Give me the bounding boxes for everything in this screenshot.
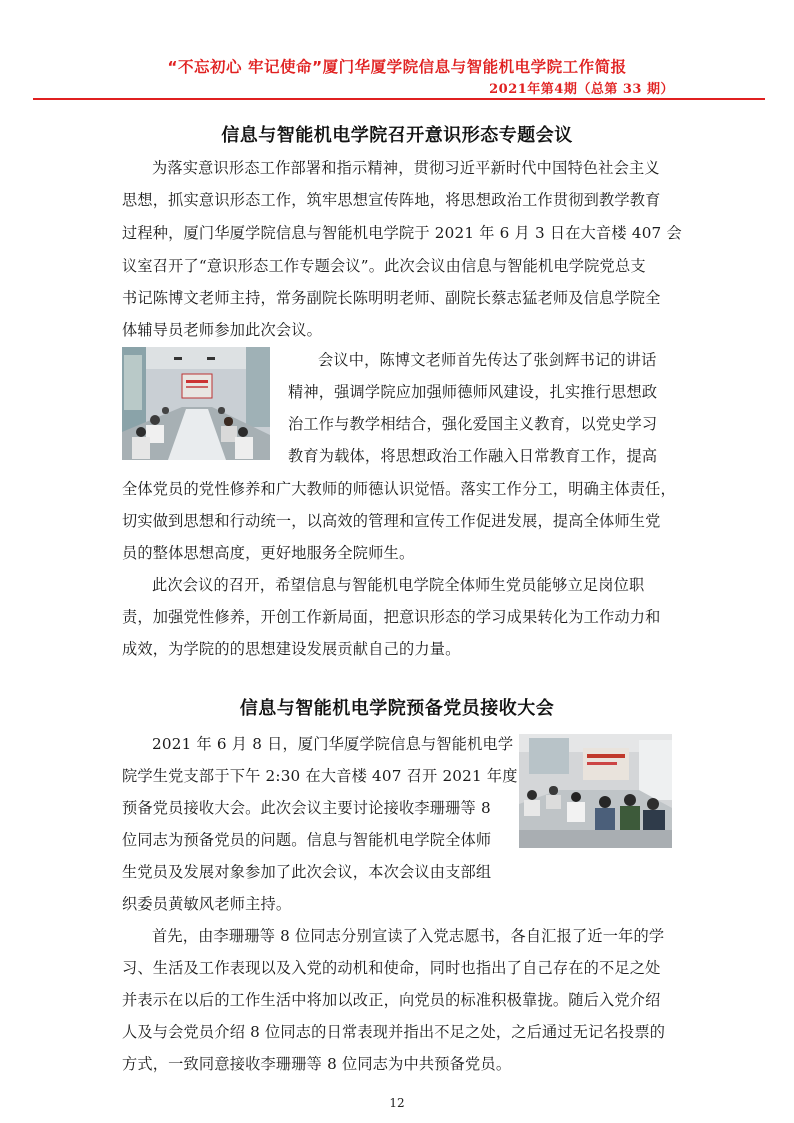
article-text-line: 此次会议的召开，希望信息与智能机电学院全体师生党员能够立足岗位职 — [152, 576, 645, 594]
article-text-line: 员的整体思想高度，更好地服务全院师生。 — [122, 544, 415, 562]
bulletin-header-title: “不忘初心 牢记使命”厦门华厦学院信息与智能机电学院工作简报 — [167, 58, 627, 76]
article-text-line: 精神，强调学院应加强师德师风建设，扎实推行思想政 — [288, 383, 658, 401]
party-meeting-photo — [519, 734, 672, 848]
header-divider — [33, 98, 765, 100]
article-text-line: 人及与会党员介绍 8 位同志的日常表现并指出不足之处，之后通过无记名投票的 — [122, 1023, 666, 1041]
article-title: 信息与智能机电学院召开意识形态专题会议 — [221, 125, 573, 146]
article-text-line: 议室召开了“意识形态工作专题会议”。此次会议由信息与智能机电学院党总支 — [122, 257, 646, 275]
article-text-line: 预备党员接收大会。此次会议主要讨论接收李珊珊等 8 — [122, 799, 491, 817]
article-text-line: 织委员黄敏风老师主持。 — [122, 895, 292, 913]
article-text-line: 责，加强党性修养，开创工作新局面，把意识形态的学习成果转化为工作动力和 — [122, 608, 661, 626]
article-text-line: 2021 年 6 月 8 日，厦门华厦学院信息与智能机电学 — [152, 735, 514, 753]
article-text-line: 生党员及发展对象参加了此次会议，本次会议由支部组 — [122, 863, 492, 881]
meeting-photo — [122, 347, 270, 460]
article-text-line: 位同志为预备党员的问题。信息与智能机电学院全体师 — [122, 831, 492, 849]
article-text-line: 切实做到思想和行动统一，以高效的管理和宣传工作促进发展，提高全体师生党 — [122, 512, 661, 530]
article-text-line: 过程种，厦门华厦学院信息与智能机电学院于 2021 年 6 月 3 日在大音楼 407 会 — [122, 224, 682, 242]
article-text-line: 习、生活及工作表现以及入党的动机和使命，同时也指出了自己存在的不足之处 — [122, 959, 661, 977]
article-text-line: 体辅导员老师参加此次会议。 — [122, 321, 323, 339]
article-text-line: 方式，一致同意接收李珊珊等 8 位同志为中共预备党员。 — [122, 1055, 512, 1073]
article-text-line: 治工作与教学相结合，强化爱国主义教育，以党史学习 — [288, 415, 658, 433]
article-text-line: 教育为载体，将思想政治工作融入日常教育工作，提高 — [288, 447, 658, 465]
bulletin-issue-number: 2021年第4期（总第 33 期） — [489, 82, 674, 97]
article-text-line: 书记陈博文老师主持，常务副院长陈明明老师、副院长蔡志猛老师及信息学院全 — [122, 289, 661, 307]
article-text-line: 成效，为学院的的思想建设发展贡献自己的力量。 — [122, 640, 461, 658]
article-text-line: 首先，由李珊珊等 8 位同志分别宣读了入党志愿书，各自汇报了近一年的学 — [152, 927, 665, 945]
article-text-line: 并表示在以后的工作生活中将加以改正，向党员的标准积极靠拢。随后入党介绍 — [122, 991, 661, 1009]
article-text-line: 为落实意识形态工作部署和指示精神，贯彻习近平新时代中国特色社会主义 — [152, 159, 660, 177]
article-text-line: 会议中，陈博文老师首先传达了张剑辉书记的讲话 — [318, 351, 657, 369]
article-title: 信息与智能机电学院预备党员接收大会 — [239, 698, 555, 719]
page-number: 12 — [389, 1096, 405, 1110]
article-text-line: 院学生党支部于下午 2:30 在大音楼 407 召开 2021 年度 — [122, 767, 518, 785]
article-text-line: 全体党员的党性修养和广大教师的师德认识觉悟。落实工作分工，明确主体责任， — [122, 480, 676, 498]
article-text-line: 思想，抓实意识形态工作，筑牢思想宣传阵地，将思想政治工作贯彻到教学教育 — [122, 191, 661, 209]
